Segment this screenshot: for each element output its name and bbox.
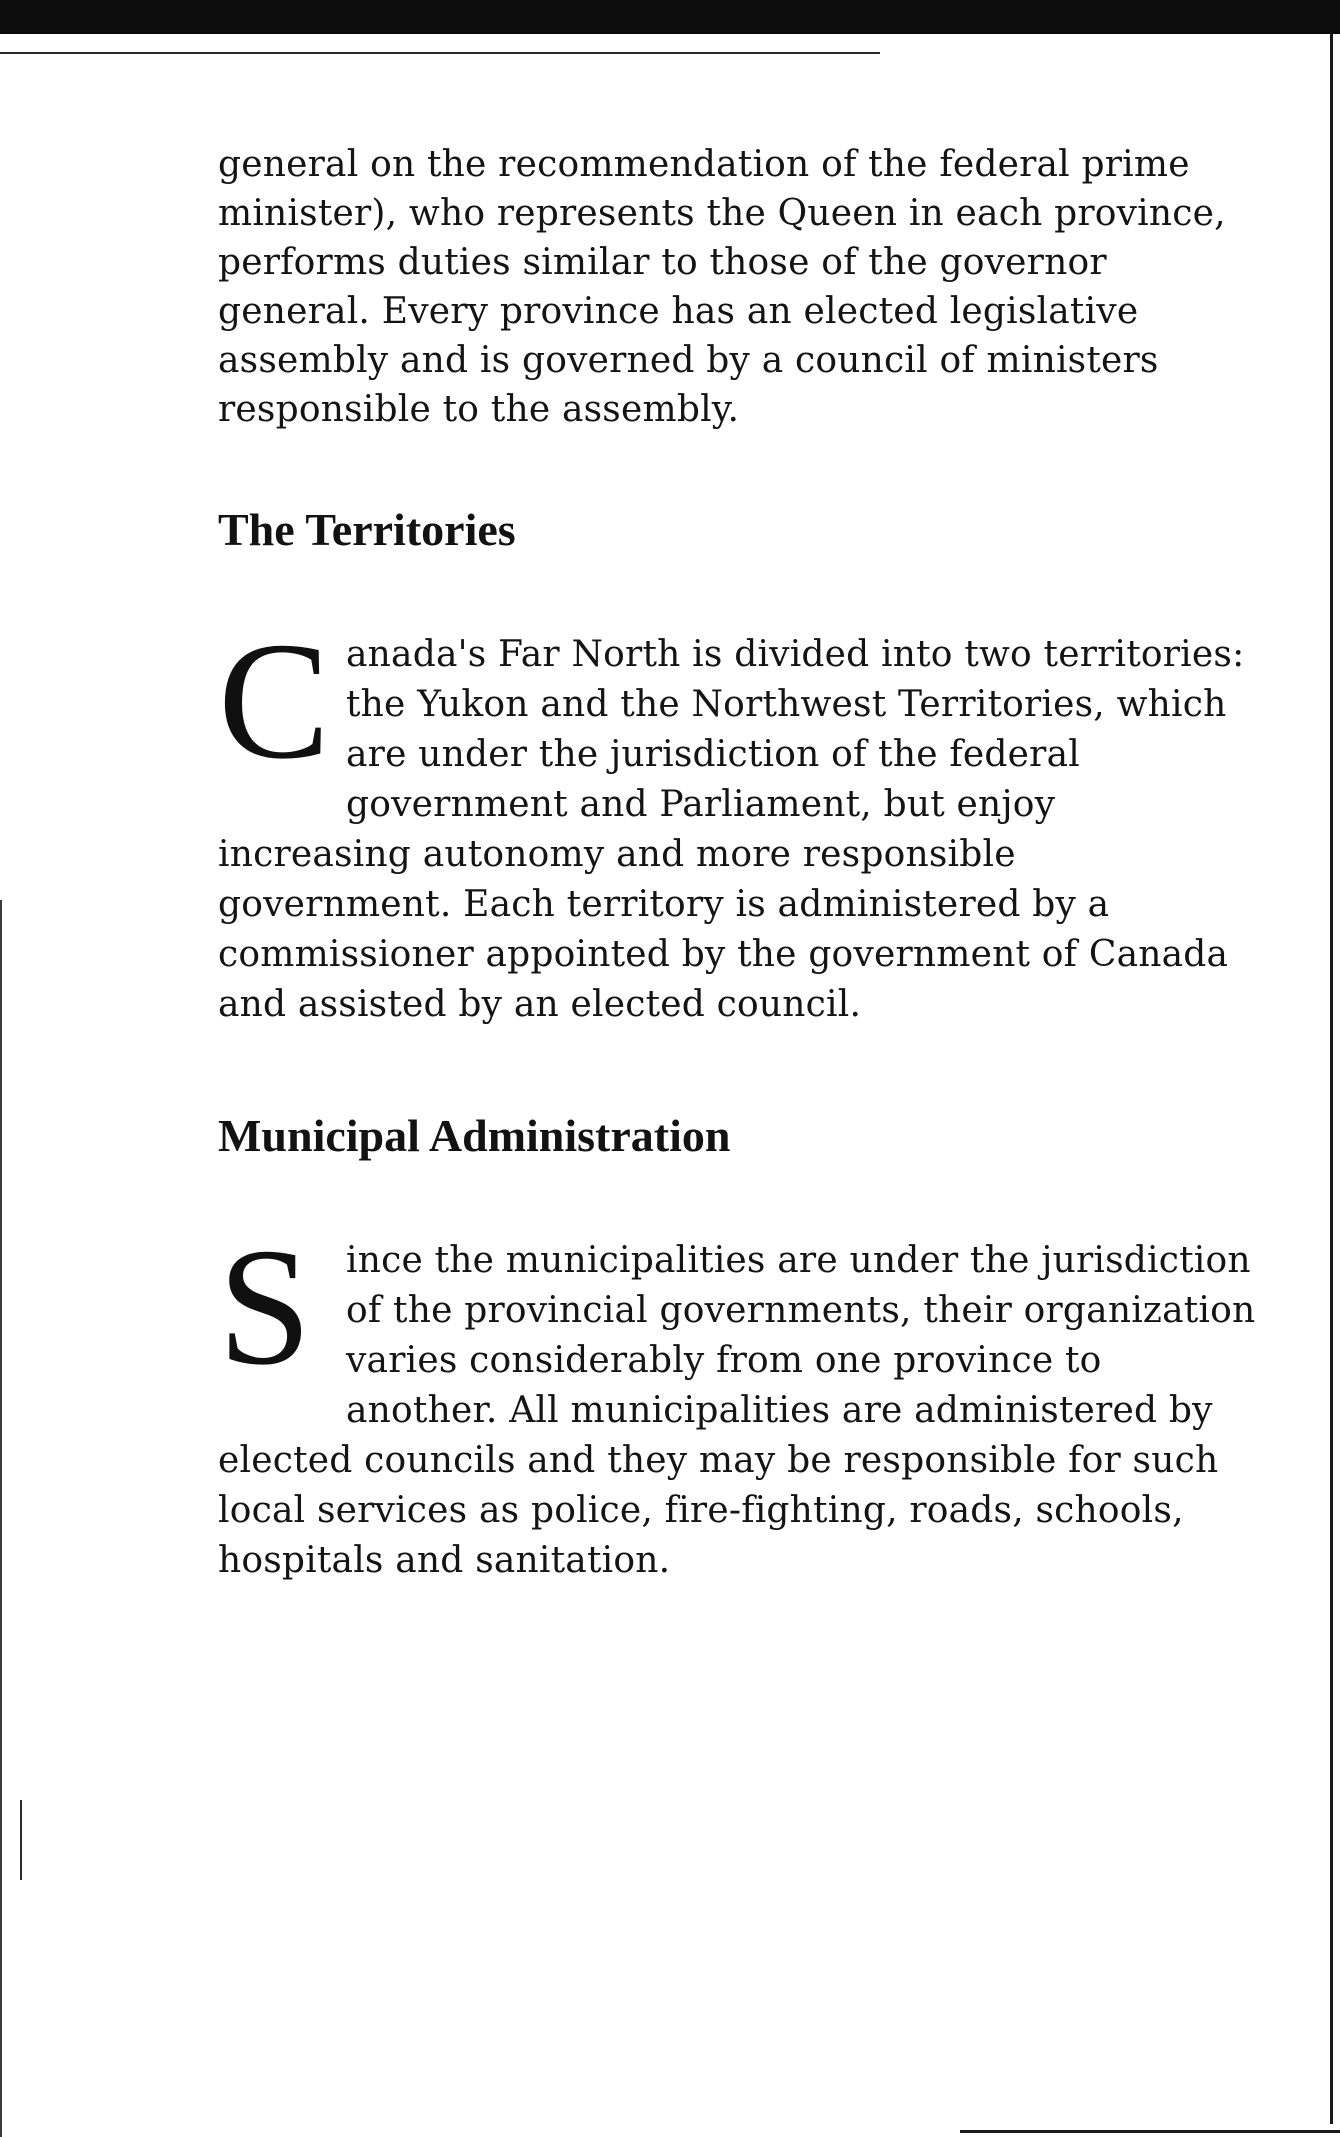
municipal-paragraph: ince the municipalities are under the jurisdiction of the provincial governments, their organization varies considerably from one province to another. All municipalities are administered by elected councils and they may be responsible for such local services as police, fire-fighting, roads, schools, hospitals and sanitation. [218,1240,1256,1581]
scan-top-band [0,0,1340,34]
section-municipal [218,1214,1258,1586]
scan-left-edge [0,900,2,2137]
scan-bottom-rule [960,2130,1340,2133]
scan-left-mark [20,1800,22,1880]
scan-top-rule [0,52,880,54]
intro-paragraph: general on the recommendation of the federal prime minister), who represents the Queen in each province, performs duties similar to those of the governor general. Every province has an elected legislative assembly and is governed by a council of ministers responsible to the assembly. [218,144,1226,430]
territories-paragraph: anada's Far North is divided into two territories: the Yukon and the Northwest Territories, which are under the jurisdiction of the federal government and Parliament, but enjoy increasing autonomy and more responsible government. Each territory is administered by a commissioner appointed by the government of Canada and assisted by an elected council. [218,634,1245,1025]
section-heading-municipal: Municipal Administration [218,1110,731,1161]
page-content [218,140,1258,1586]
drop-cap-c: C [218,608,331,794]
section-territories [218,608,1258,1030]
section-heading-territories: The Territories [218,504,516,555]
drop-cap-s: S [218,1214,312,1400]
scan-right-edge [1330,34,1333,2124]
